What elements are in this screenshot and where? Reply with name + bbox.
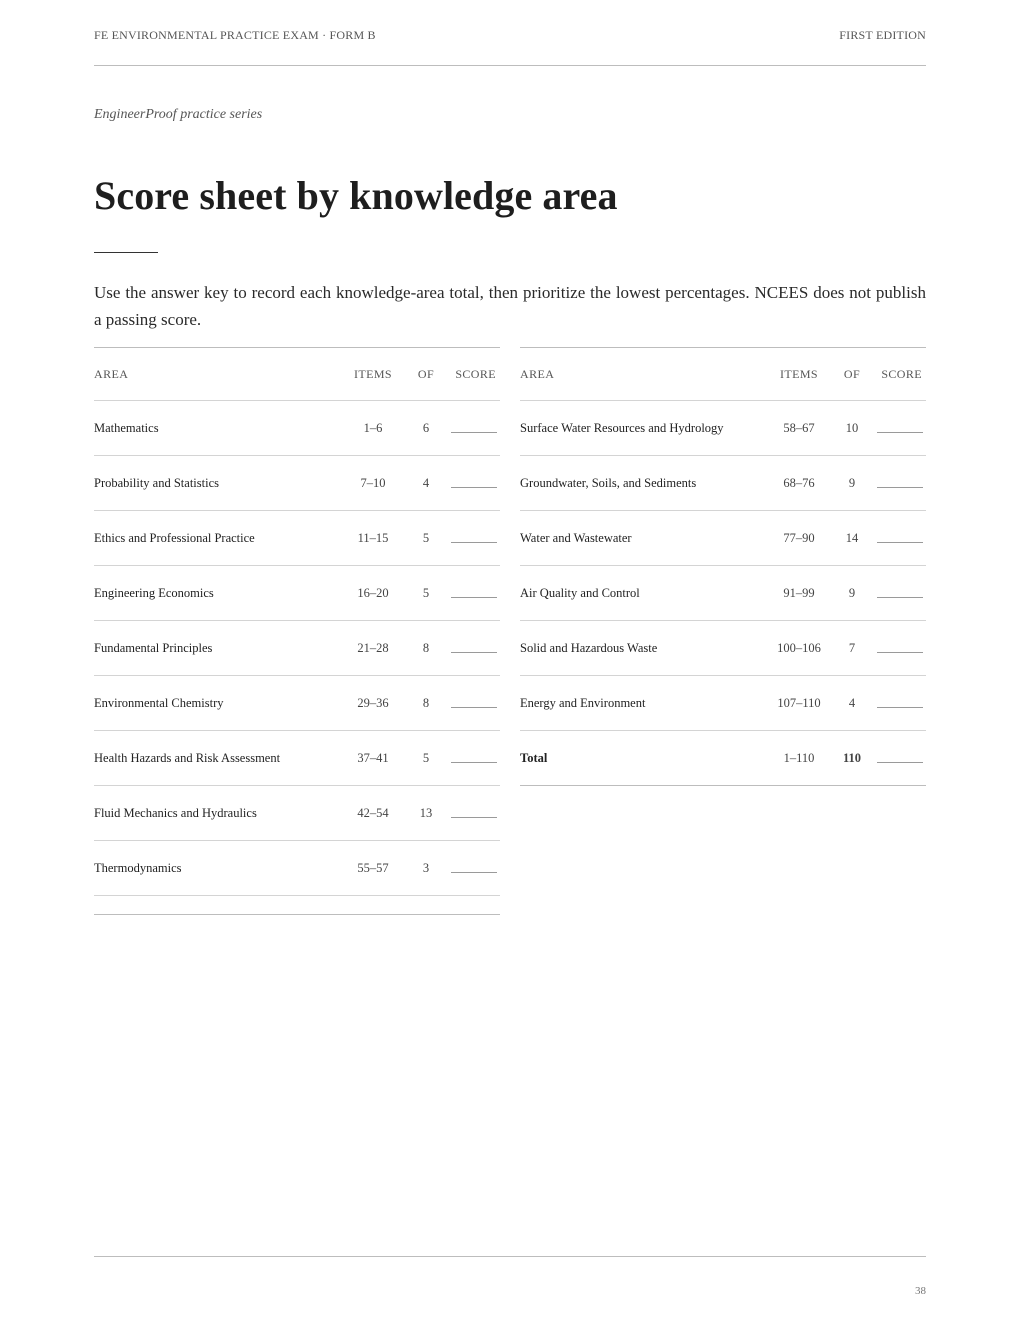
table-header-row [94,348,500,401]
score-cell [876,566,926,621]
score-cell [876,511,926,566]
area-name: Mathematics [94,401,344,456]
score-blank[interactable] [877,424,923,433]
table-row [520,456,926,511]
score-cell [450,786,500,841]
series-label: EngineerProof practice series [94,107,263,122]
table-row [94,456,500,511]
item-range: 7–10 [344,456,402,511]
table-header-row [520,348,926,401]
item-range: 68–76 [770,456,828,511]
total-score-cell [876,731,926,786]
item-count: 5 [402,511,450,566]
score-cell [450,511,500,566]
page-title: Score sheet by knowledge area [94,173,618,218]
item-count: 4 [402,456,450,511]
score-blank[interactable] [451,754,497,763]
table-row [94,401,500,456]
column-header-items: ITEMS [344,348,402,401]
area-name: Solid and Hazardous Waste [520,621,770,676]
table-row [94,621,500,676]
column-header-area: AREA [94,348,344,401]
item-range: 107–110 [770,676,828,731]
score-blank[interactable] [451,589,497,598]
table-row [520,621,926,676]
score-cell [876,676,926,731]
area-name: Fundamental Principles [94,621,344,676]
item-count: 4 [828,676,876,731]
item-count: 14 [828,511,876,566]
item-range: 100–106 [770,621,828,676]
area-name: Energy and Environment [520,676,770,731]
title-underline [94,252,158,253]
item-range: 55–57 [344,841,402,896]
area-name: Probability and Statistics [94,456,344,511]
exam-title-header: FE ENVIRONMENTAL PRACTICE EXAM · FORM B [94,28,376,42]
header-divider [94,65,926,66]
score-blank[interactable] [877,534,923,543]
score-cell [876,621,926,676]
item-count: 5 [402,731,450,786]
score-cell [450,621,500,676]
area-name: Fluid Mechanics and Hydraulics [94,786,344,841]
score-cell [876,456,926,511]
item-range: 11–15 [344,511,402,566]
column-header-area: AREA [520,348,770,401]
area-name: Ethics and Professional Practice [94,511,344,566]
page-number: 38 [915,1285,926,1297]
footer-divider [94,1256,926,1257]
column-header-items: ITEMS [770,348,828,401]
column-header-score: SCORE [876,348,926,401]
area-name: Engineering Economics [94,566,344,621]
table-row [520,401,926,456]
area-name: Groundwater, Soils, and Sediments [520,456,770,511]
item-range: 91–99 [770,566,828,621]
item-count: 9 [828,456,876,511]
table-row [94,841,500,896]
edition-label: FIRST EDITION [839,28,926,42]
score-blank[interactable] [451,424,497,433]
item-range: 21–28 [344,621,402,676]
score-blank[interactable] [451,699,497,708]
score-cell [450,676,500,731]
total-score-blank[interactable] [877,754,923,763]
column-header-of: OF [402,348,450,401]
area-name: Water and Wastewater [520,511,770,566]
score-table-left [94,347,500,896]
score-table-right [520,347,926,786]
total-item-range: 1–110 [770,731,828,786]
item-count: 8 [402,621,450,676]
item-range: 77–90 [770,511,828,566]
score-blank[interactable] [877,589,923,598]
score-cell [450,401,500,456]
score-cell [450,456,500,511]
item-range: 58–67 [770,401,828,456]
area-name: Environmental Chemistry [94,676,344,731]
running-header [94,28,926,42]
table-row [94,786,500,841]
intro-paragraph: Use the answer key to record each knowledge-area total, then prioritize the lowest percentages. NCEES does not publish a passing score. [94,283,926,329]
item-range: 16–20 [344,566,402,621]
table-row [94,566,500,621]
area-name: Health Hazards and Risk Assessment [94,731,344,786]
score-blank[interactable] [451,809,497,818]
item-count: 8 [402,676,450,731]
score-blank[interactable] [451,864,497,873]
score-blank[interactable] [877,479,923,488]
score-blank[interactable] [451,534,497,543]
score-cell [450,566,500,621]
column-header-score: SCORE [450,348,500,401]
score-cell [450,841,500,896]
area-name: Air Quality and Control [520,566,770,621]
total-row [520,731,926,786]
total-item-count: 110 [828,731,876,786]
item-count: 9 [828,566,876,621]
item-range: 42–54 [344,786,402,841]
item-range: 29–36 [344,676,402,731]
score-blank[interactable] [877,644,923,653]
item-count: 10 [828,401,876,456]
item-range: 37–41 [344,731,402,786]
column-header-of: OF [828,348,876,401]
score-blank[interactable] [451,644,497,653]
score-blank[interactable] [451,479,497,488]
item-count: 5 [402,566,450,621]
item-count: 6 [402,401,450,456]
total-label: Total [520,731,770,786]
item-count: 13 [402,786,450,841]
table-row [94,676,500,731]
area-name: Thermodynamics [94,841,344,896]
score-cell [450,731,500,786]
item-count: 7 [828,621,876,676]
area-name: Surface Water Resources and Hydrology [520,401,770,456]
score-cell [876,401,926,456]
table-row [94,731,500,786]
table-row [520,676,926,731]
table-row [94,511,500,566]
left-table-bottom-rule [94,914,500,915]
table-row [520,511,926,566]
item-range: 1–6 [344,401,402,456]
table-row [520,566,926,621]
score-blank[interactable] [877,699,923,708]
item-count: 3 [402,841,450,896]
